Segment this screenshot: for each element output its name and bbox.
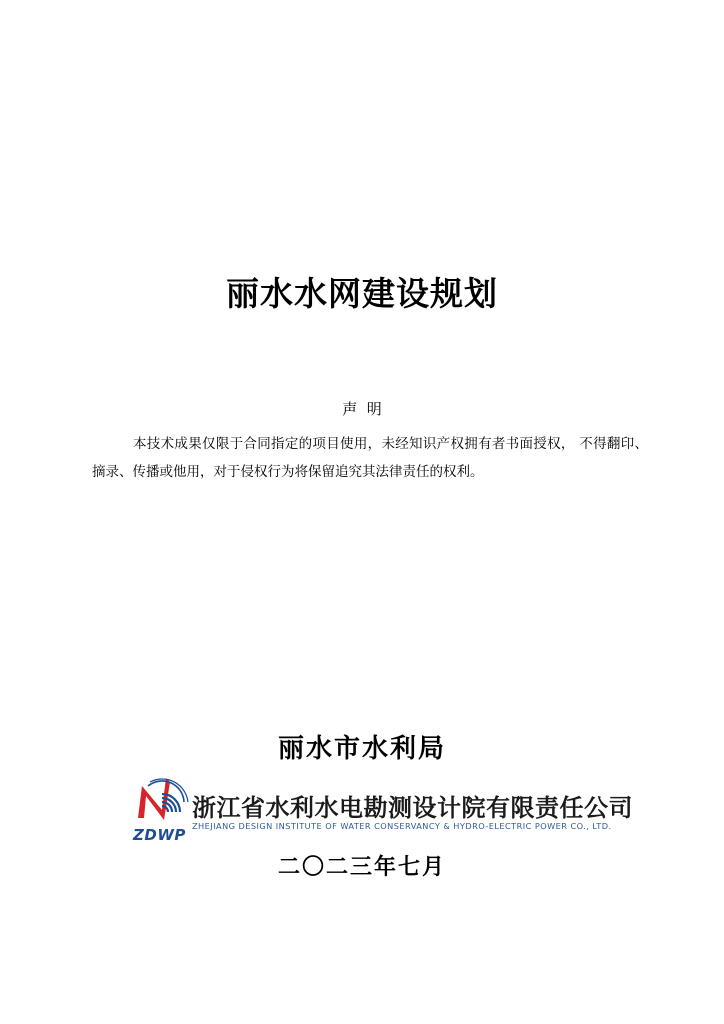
declaration-heading: 声 明 <box>342 400 382 418</box>
client-name: 丽水市水利局 <box>277 734 446 764</box>
company-name-cn: 浙江省水利水电勘测设计院有限责任公司 <box>192 794 633 822</box>
document-date: 二〇二三年七月 <box>277 855 446 880</box>
logo-abbreviation: ZDWP <box>133 826 186 844</box>
declaration-body: 本技术成果仅限于合同指定的项目使用，未经知识产权拥有者书面授权， 不得翻印、摘录、传播或他用，对于侵权行为将保留追究其法律责任的权利。 <box>92 436 648 480</box>
company-name-en: ZHEJIANG DESIGN INSTITUTE OF WATER CONSERVANCY & HYDRO-ELECTRIC POWER CO., LTD. <box>192 821 612 831</box>
document-title: 丽水水网建设规划 <box>226 274 498 313</box>
